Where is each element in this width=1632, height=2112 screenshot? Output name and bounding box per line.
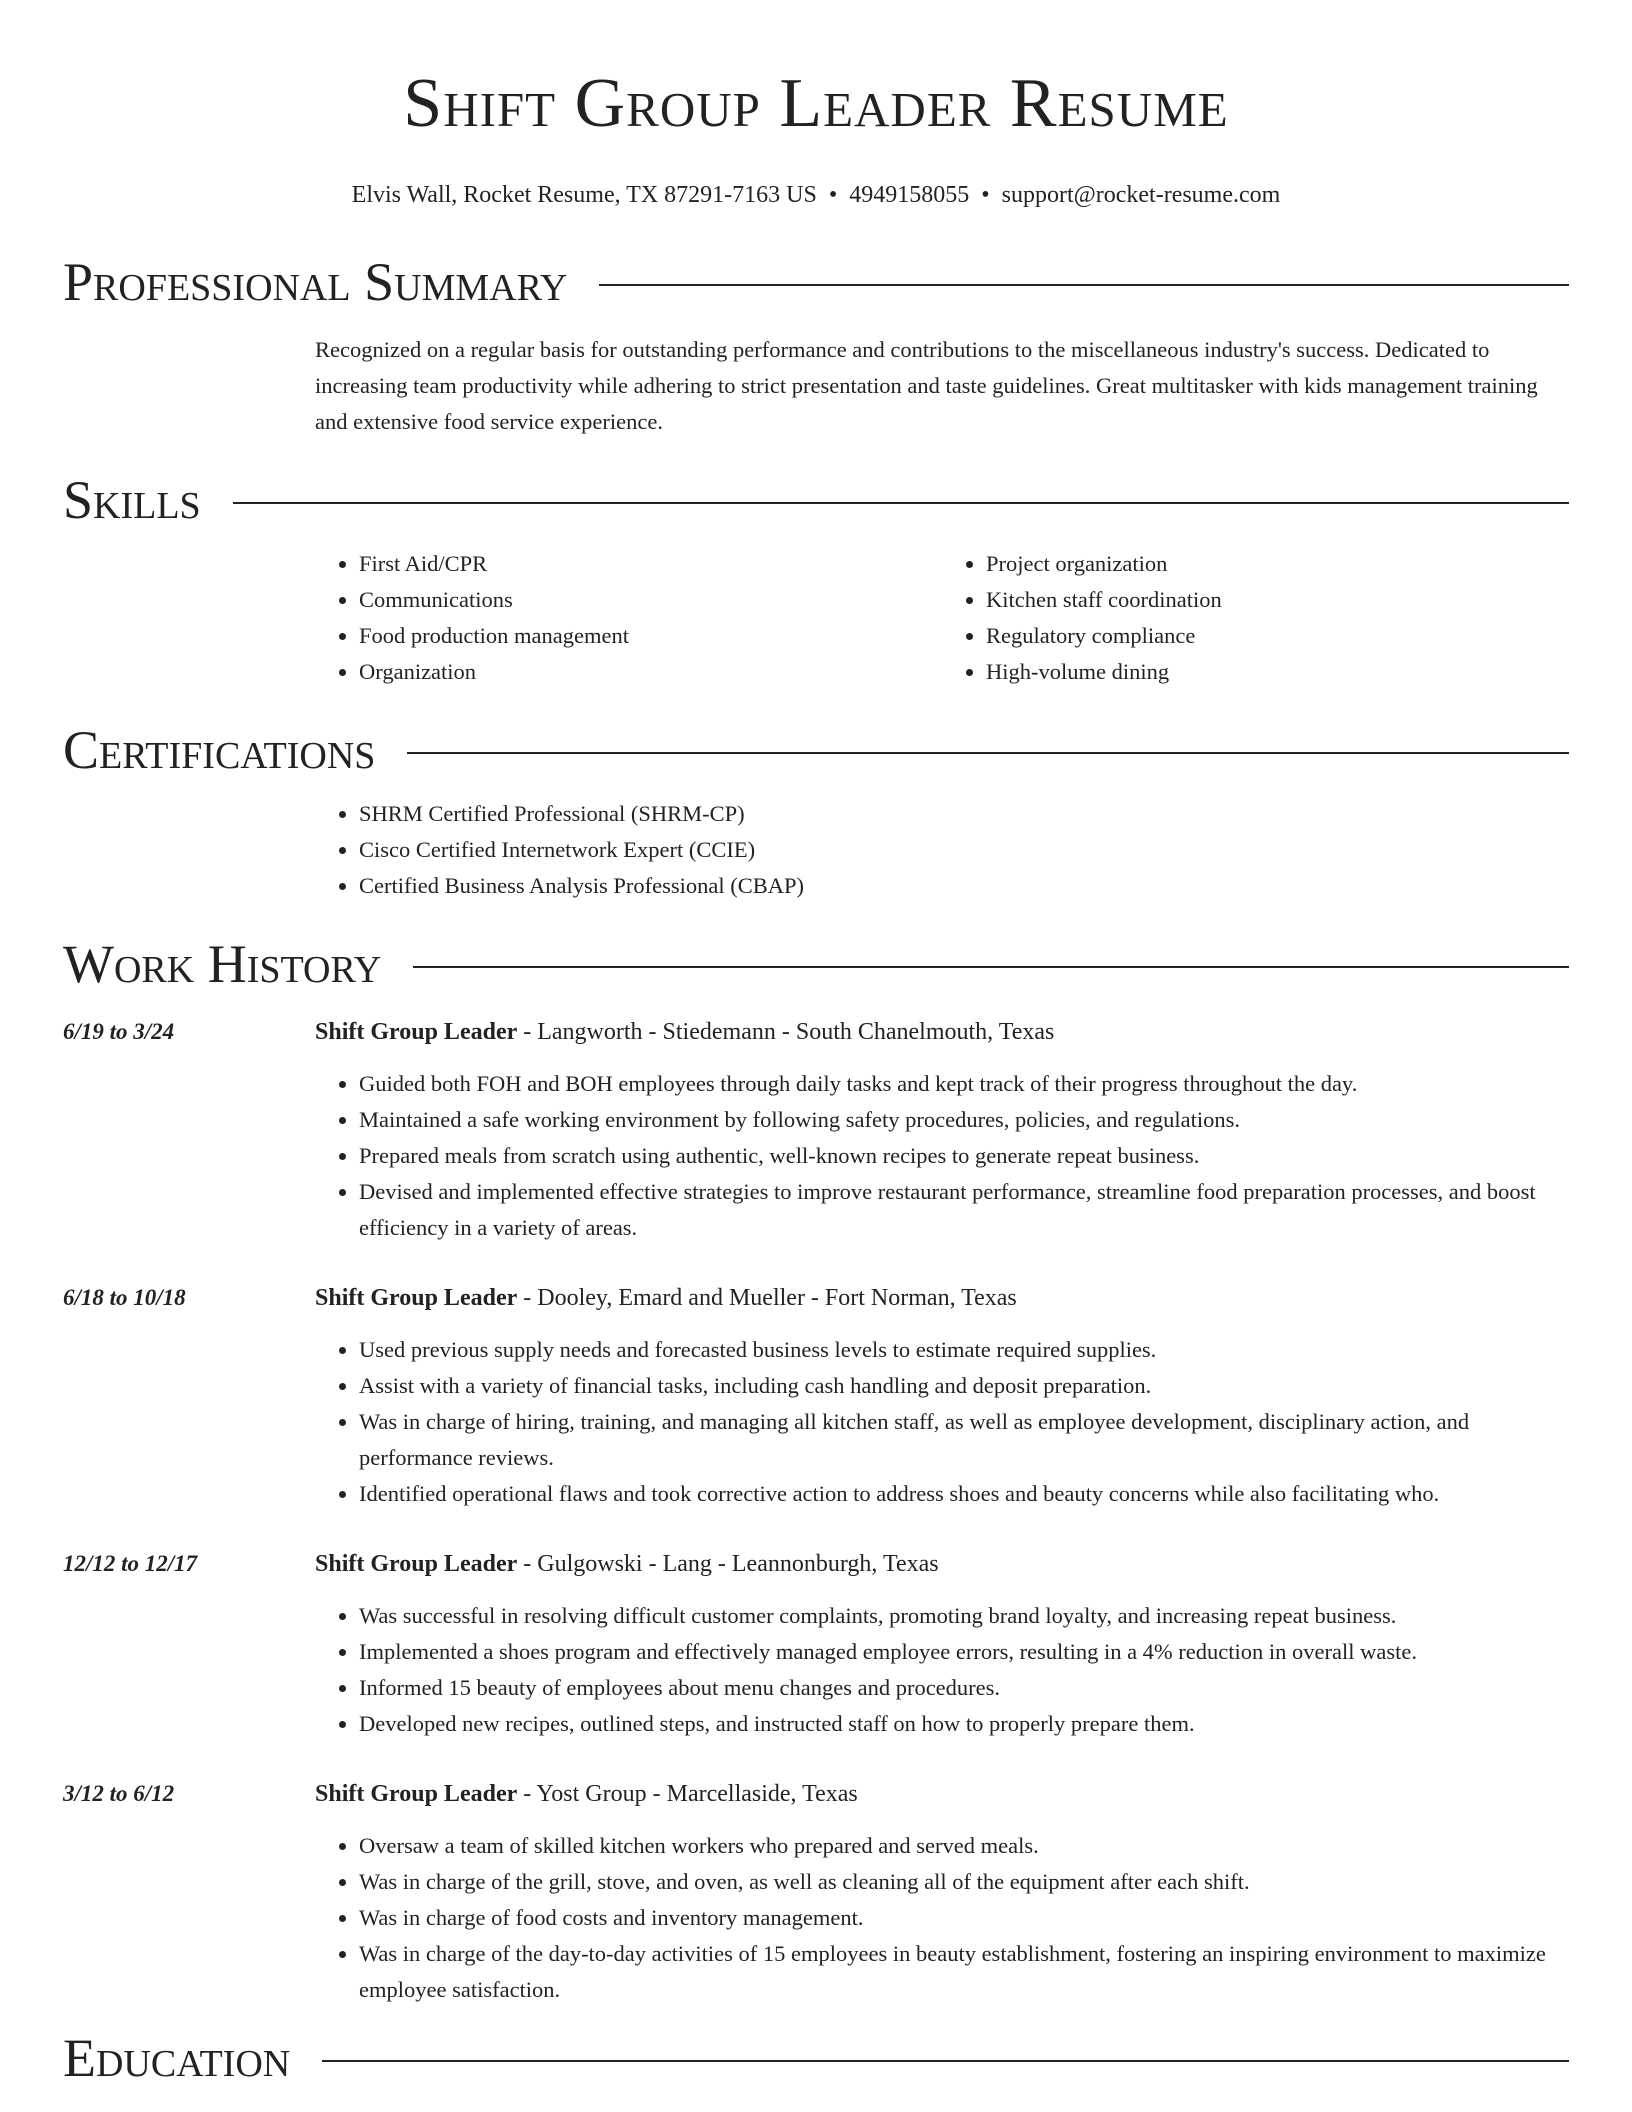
skill-item: • Food production management bbox=[359, 618, 942, 654]
summary-section-header bbox=[63, 250, 1569, 314]
job-bullet: • Guided both FOH and BOH employees through daily tasks and kept track of their progress throughout the day. bbox=[359, 1066, 1569, 1102]
job-heading bbox=[315, 1546, 1569, 1582]
skill-item: • Kitchen staff coordination bbox=[986, 582, 1569, 618]
job-title: Shift Group Leader bbox=[315, 1781, 518, 1807]
job-heading bbox=[315, 1776, 1569, 1812]
job-bullet: • Was successful in resolving difficult customer complaints, promoting brand loyalty, and increasing repeat business. bbox=[359, 1598, 1569, 1634]
skill-item: • Communications bbox=[359, 582, 942, 618]
job-bullets bbox=[315, 1066, 1569, 1246]
job-bullets bbox=[315, 1332, 1569, 1512]
summary-heading: Professional Summary bbox=[63, 252, 568, 312]
section-divider bbox=[407, 752, 1569, 754]
job-employer: - Langworth - Stiedemann - South Chanelmouth, Texas bbox=[517, 1019, 1055, 1045]
skills-list bbox=[315, 546, 1569, 690]
job-bullet: • Devised and implemented effective strategies to improve restaurant performance, streamline food preparation processes, and boost efficiency in a variety of areas. bbox=[359, 1174, 1569, 1246]
skill-item: • High-volume dining bbox=[986, 654, 1569, 690]
skill-item: • Organization bbox=[359, 654, 942, 690]
job-bullet: • Was in charge of the day-to-day activities of 15 employees in beauty establishment, fostering an inspiring environment to maximize employee satisfaction. bbox=[359, 1936, 1569, 2008]
job-bullets bbox=[315, 1828, 1569, 2008]
job-bullet: • Was in charge of the grill, stove, and oven, as well as cleaning all of the equipment after each shift. bbox=[359, 1864, 1569, 1900]
work-history-list bbox=[63, 1014, 1569, 2008]
contact-phone: 4949158055 bbox=[849, 182, 970, 208]
certifications-heading: Certifications bbox=[63, 720, 376, 780]
job-bullet: • Assist with a variety of financial tasks, including cash handling and deposit preparation. bbox=[359, 1368, 1569, 1404]
job-bullet: • Was in charge of food costs and inventory management. bbox=[359, 1900, 1569, 1936]
job-employer: - Gulgowski - Lang - Leannonburgh, Texas bbox=[517, 1551, 939, 1577]
job-bullet: • Oversaw a team of skilled kitchen workers who prepared and served meals. bbox=[359, 1828, 1569, 1864]
skill-item: • First Aid/CPR bbox=[359, 546, 942, 582]
certification-item: • SHRM Certified Professional (SHRM-CP) bbox=[359, 796, 1569, 832]
certifications-section-header bbox=[63, 718, 1569, 782]
job-title: Shift Group Leader bbox=[315, 1019, 518, 1045]
skills-column-right bbox=[942, 546, 1569, 690]
contact-line bbox=[63, 180, 1569, 210]
job-dates: 12/12 to 12/17 bbox=[63, 1551, 198, 1576]
skill-item: • Project organization bbox=[986, 546, 1569, 582]
job-title: Shift Group Leader bbox=[315, 1551, 518, 1577]
job-bullet: • Prepared meals from scratch using authentic, well-known recipes to generate repeat business. bbox=[359, 1138, 1569, 1174]
job-bullets bbox=[315, 1598, 1569, 1742]
job-dates: 6/18 to 10/18 bbox=[63, 1285, 186, 1310]
job-entry bbox=[63, 1280, 1569, 1512]
contact-separator: • bbox=[981, 182, 990, 208]
contact-address: Elvis Wall, Rocket Resume, TX 87291-7163 US bbox=[351, 182, 817, 208]
work-history-section-header bbox=[63, 932, 1569, 996]
job-employer: - Yost Group - Marcellaside, Texas bbox=[517, 1781, 858, 1807]
job-entry bbox=[63, 1546, 1569, 1742]
skill-item: • Regulatory compliance bbox=[986, 618, 1569, 654]
certification-item: • Certified Business Analysis Professional (CBAP) bbox=[359, 868, 1569, 904]
job-bullet: • Maintained a safe working environment by following safety procedures, policies, and regulations. bbox=[359, 1102, 1569, 1138]
certifications-list bbox=[315, 796, 1569, 904]
job-bullet: • Used previous supply needs and forecasted business levels to estimate required supplies. bbox=[359, 1332, 1569, 1368]
job-bullet: • Implemented a shoes program and effectively managed employee errors, resulting in a 4% reduction in overall waste. bbox=[359, 1634, 1569, 1670]
skills-heading: Skills bbox=[63, 470, 201, 530]
job-dates: 3/12 to 6/12 bbox=[63, 1781, 175, 1806]
skills-column-left bbox=[315, 546, 942, 690]
page-title: Shift Group Leader Resume bbox=[403, 65, 1229, 142]
job-bullet: • Was in charge of hiring, training, and managing all kitchen staff, as well as employee development, disciplinary action, and performance reviews. bbox=[359, 1404, 1569, 1476]
job-bullet: • Developed new recipes, outlined steps, and instructed staff on how to properly prepare them. bbox=[359, 1706, 1569, 1742]
section-divider bbox=[599, 284, 1569, 286]
job-entry bbox=[63, 1776, 1569, 2008]
job-heading bbox=[315, 1014, 1569, 1050]
contact-separator: • bbox=[828, 182, 838, 208]
job-heading bbox=[315, 1280, 1569, 1316]
section-divider bbox=[322, 2060, 1569, 2062]
section-divider bbox=[413, 966, 1569, 968]
job-employer: - Dooley, Emard and Mueller - Fort Norman, Texas bbox=[517, 1285, 1017, 1311]
summary-text: Recognized on a regular basis for outstanding performance and contributions to the miscellaneous industry's success. Dedicated to increasing team productivity while adhering to strict presentation and taste guidelines. Great multitasker with kids management training and extensive food service experience. bbox=[315, 337, 1538, 434]
job-entry bbox=[63, 1014, 1569, 1246]
certification-item: • Cisco Certified Internetwork Expert (CCIE) bbox=[359, 832, 1569, 868]
work-history-heading: Work History bbox=[63, 934, 382, 994]
job-dates: 6/19 to 3/24 bbox=[63, 1019, 175, 1044]
section-divider bbox=[233, 502, 1569, 504]
skills-section-header bbox=[63, 468, 1569, 532]
job-bullet: • Identified operational flaws and took corrective action to address shoes and beauty concerns while also facilitating who. bbox=[359, 1476, 1569, 1512]
contact-email: support@rocket-resume.com bbox=[1001, 182, 1281, 208]
job-bullet: • Informed 15 beauty of employees about menu changes and procedures. bbox=[359, 1670, 1569, 1706]
education-section-header bbox=[63, 2026, 1569, 2090]
education-heading: Education bbox=[63, 2028, 291, 2088]
job-title: Shift Group Leader bbox=[315, 1285, 518, 1311]
